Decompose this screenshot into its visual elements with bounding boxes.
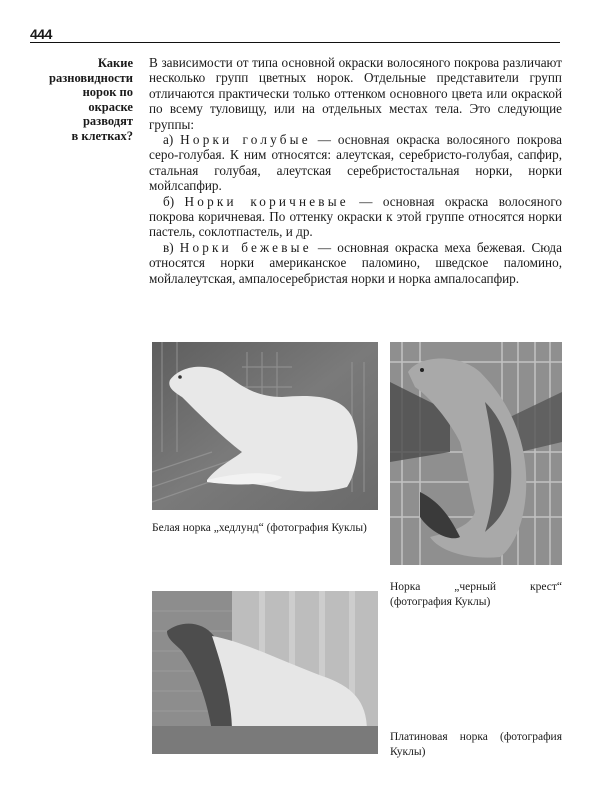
item-marker: в) — [163, 239, 174, 255]
intro-paragraph: В зависимости от типа основной окраски волосяного покрова различают несколько групп цветных норок. Отдельные представители групп отличаются практически только оттенком основного цвета или окраской по всему туловищу, или на отдельных местах тела. Это следующие группы: — [149, 55, 562, 132]
group-description: — основная окраска меха бежевая. Сюда относятся норки американское паломино, шведское паломино, мойлалеутская, ампалосеребристая норки и норка ампалосапфир. — [149, 239, 562, 286]
photo-black-cross-mink — [390, 342, 562, 565]
margin-line: разновидности — [49, 70, 133, 85]
margin-line: Какие — [97, 56, 133, 70]
group-brown-paragraph — [149, 194, 562, 240]
group-description: — основная окраска волосяного покрова коричневая. По оттенку окраски к этой группе относятся норки пастель, соклотпастель, и др. — [149, 193, 563, 240]
margin-question — [30, 56, 133, 143]
margin-line: разводят — [82, 114, 133, 128]
group-term: Норки голубые — [180, 132, 311, 148]
margin-line: окраске — [88, 99, 133, 114]
group-term: Норки бежевые — [179, 239, 312, 255]
body-text — [149, 55, 562, 286]
caption-white-mink: Белая норка „хедлунд“ (фотография Куклы) — [152, 522, 367, 534]
caption-platinum-mink: Платиновая норка (фотография Куклы) — [390, 731, 562, 758]
photo-platinum-mink — [152, 591, 378, 754]
margin-line: в клетках? — [71, 128, 133, 143]
page-number: 444 — [30, 26, 52, 42]
caption-black-cross-mink: Норка „черный крест“ (фотография Куклы) — [390, 581, 562, 608]
header-rule — [30, 42, 560, 43]
item-marker: а) — [163, 132, 174, 148]
item-marker: б) — [163, 193, 175, 209]
group-blue-paragraph — [149, 132, 562, 194]
margin-line: норок по — [82, 85, 133, 99]
group-beige-paragraph — [149, 240, 562, 286]
photo-white-mink — [152, 342, 378, 510]
group-term: Норки коричневые — [184, 193, 349, 209]
group-description: — основная окраска волосяного покрова серо-голубая. К ним относятся: алеутская, серебристо-голубая, сапфир, стальная голубая, алеутская серебристостальная норки, норки мойлсапфир. — [149, 132, 563, 194]
